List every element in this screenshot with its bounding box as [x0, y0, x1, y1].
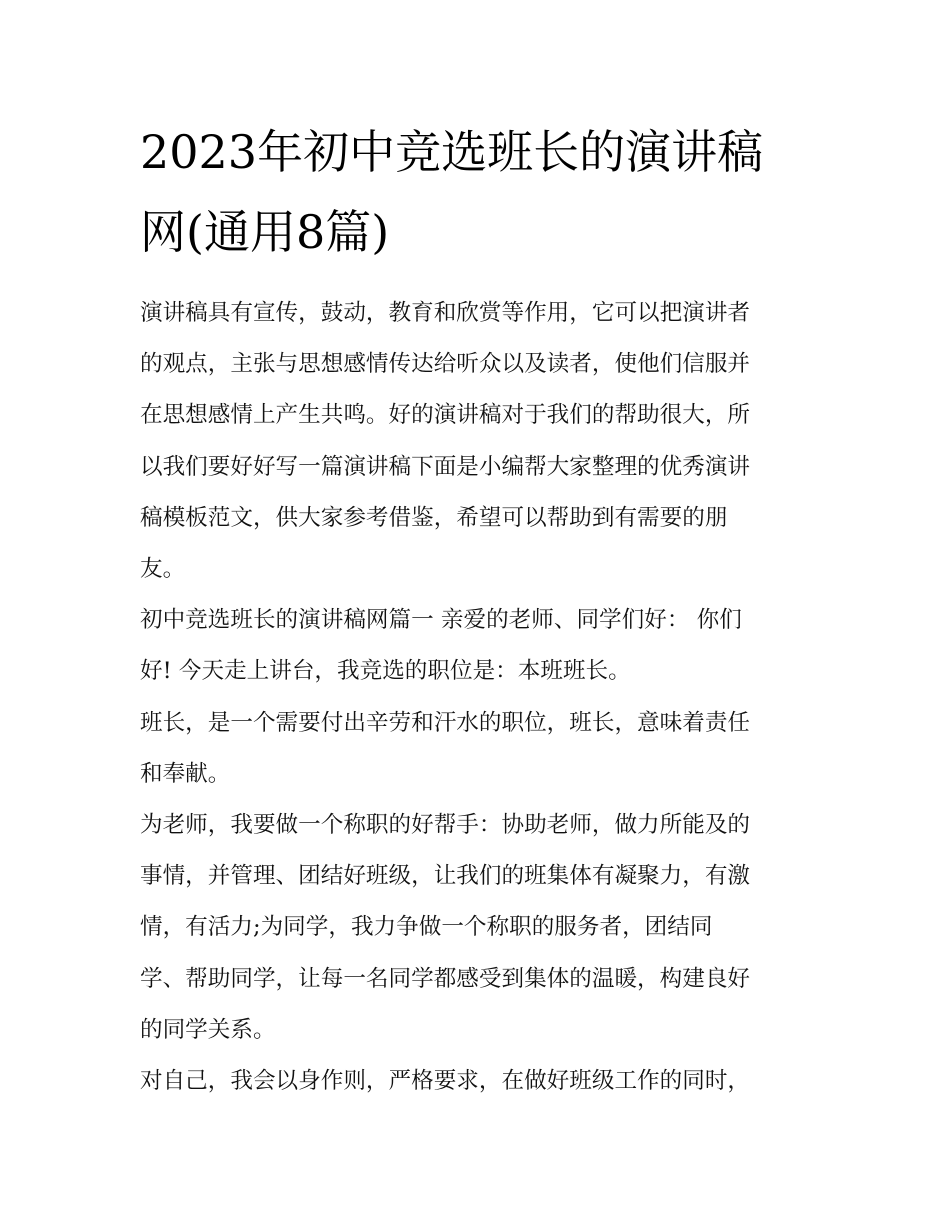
- text-line: 对自己，我会以身作则，严格要求，在做好班级工作的同时，: [140, 1068, 751, 1095]
- title-line: 2023年初中竞选班长的演讲稿: [140, 125, 764, 179]
- text-line: 的观点，主张与思想感情传达给听众以及读者，使他们信服并: [140, 351, 751, 378]
- text-line: 稿模板范文，供大家参考借鉴，希望可以帮助到有需要的朋: [140, 504, 728, 531]
- text-line: 初中竞选班长的演讲稿网篇一 亲爱的老师、同学们好： 你们: [140, 607, 742, 634]
- text-line: 以我们要好好写一篇演讲稿下面是小编帮大家整理的优秀演讲: [140, 453, 751, 480]
- document-body: [140, 288, 820, 1107]
- text-line: 演讲稿具有宣传，鼓动，教育和欣赏等作用，它可以把演讲者: [140, 300, 751, 326]
- text-line: 事情，并管理、团结好班级，让我们的班集体有凝聚力，有激: [140, 863, 751, 890]
- document-title: [140, 112, 820, 272]
- text-line: 的同学关系。: [140, 1016, 276, 1043]
- paragraph-self-requirement: [140, 1056, 820, 1107]
- paragraph-monitor-role: [140, 698, 820, 800]
- text-line: 班长，是一个需要付出辛劳和汗水的职位，班长，意味着责任: [140, 709, 751, 736]
- text-line: 好! 今天走上讲台，我竞选的职位是：本班班长。: [140, 658, 631, 685]
- text-line: 为老师，我要做一个称职的好帮手：协助老师，做力所能及的: [140, 812, 751, 839]
- paragraph-speech-opening: [140, 595, 820, 697]
- document-page: [140, 112, 820, 1107]
- paragraph-commitment: [140, 800, 820, 1056]
- paragraph-intro: [140, 288, 820, 595]
- text-line: 和奉献。: [140, 760, 231, 787]
- text-line: 学、帮助同学，让每一名同学都感受到集体的温暖，构建良好: [140, 965, 751, 992]
- text-line: 在思想感情上产生共鸣。好的演讲稿对于我们的帮助很大，所: [140, 402, 751, 429]
- text-line: 友。: [140, 556, 186, 583]
- text-line: 情，有活力;为同学，我力争做一个称职的服务者，团结同: [140, 914, 713, 941]
- title-line: 网(通用8篇): [140, 205, 390, 259]
